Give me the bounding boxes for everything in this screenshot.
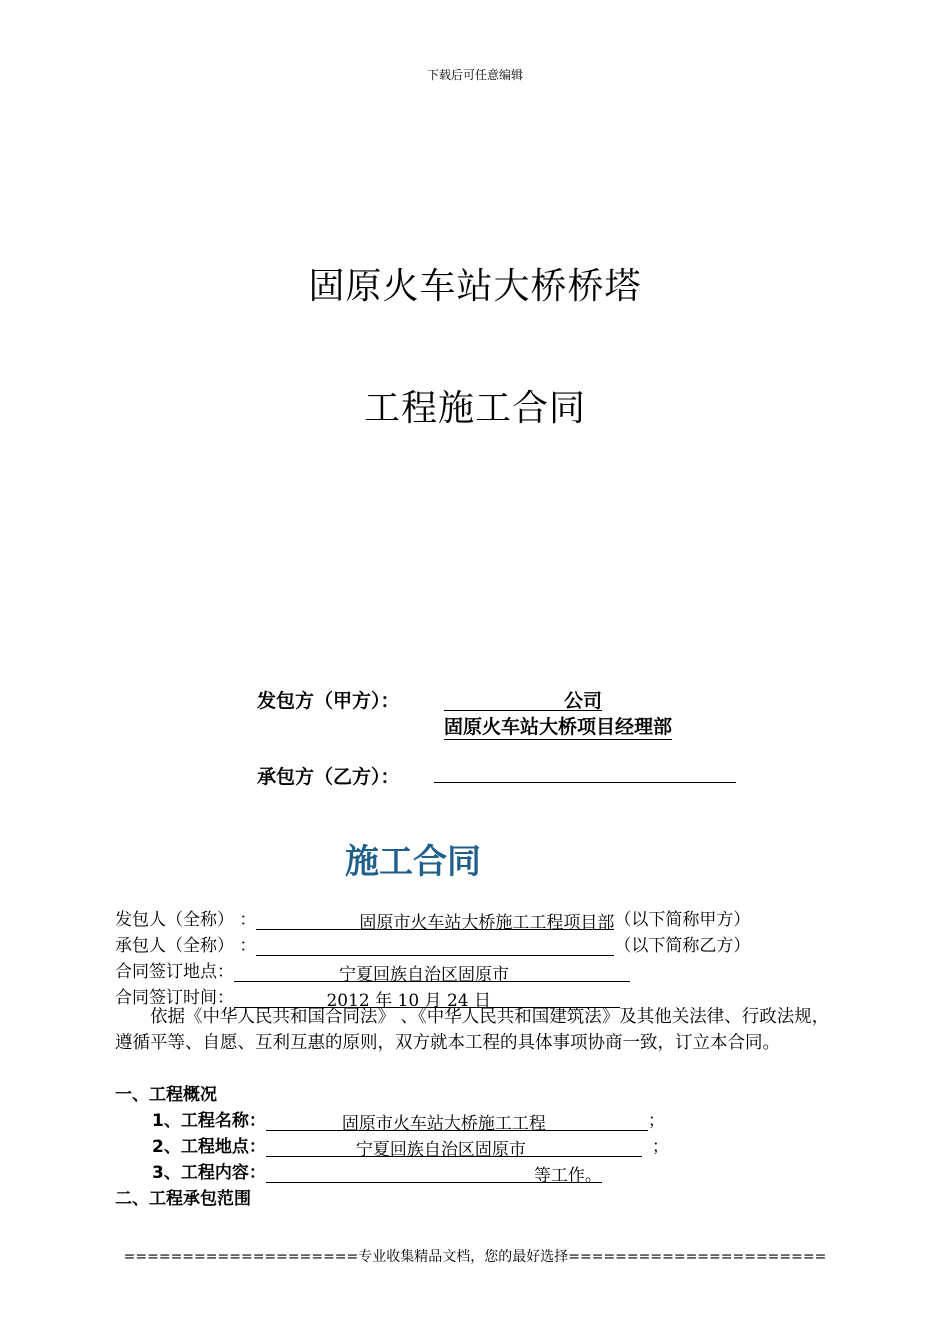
party-b-blank-field xyxy=(434,762,736,783)
place-line xyxy=(115,957,630,985)
contractor-label: 承包人（全称） ： xyxy=(115,936,257,956)
item-project-location xyxy=(152,1132,669,1160)
header-note: 下载后可任意编辑 xyxy=(426,68,523,82)
intro-paragraph: 依据《中华人民共和国合同法》 、《中华人民共和国建筑法》及其他关法律、行政法规，遵循平等、自愿、互利互惠的原则，双方就本工程的具体事项协商一致，订立本合同。 xyxy=(115,1007,830,1053)
place-label: 合同签订地点： xyxy=(115,962,234,982)
item-project-content xyxy=(152,1158,602,1186)
time-label: 合同签订时间： xyxy=(115,988,234,1008)
time-value: 2012 年 10 月 24 日 xyxy=(326,991,491,1011)
item-label: 1、工程名称： xyxy=(152,1111,266,1131)
place-field xyxy=(234,960,630,985)
party-a-department: 固原火车站大桥项目经理部 xyxy=(444,712,672,740)
issuer-suffix: （以下简称甲方） xyxy=(614,910,751,930)
contract-title: 施工合同 xyxy=(345,842,481,882)
issuer-field xyxy=(256,908,615,933)
place-value: 宁夏回族自治区固原市 xyxy=(339,965,509,985)
section-2-heading: 二、工程承包范围 xyxy=(115,1189,251,1209)
item-label: 3、工程内容： xyxy=(152,1163,266,1183)
footer-banner: ====================专业收集精品文档，您的最好选择====================== xyxy=(123,1249,827,1265)
contractor-blank-field xyxy=(256,934,614,956)
cover-title-line2: 工程施工合同 xyxy=(363,388,586,429)
contractor-suffix: （以下简称乙方） xyxy=(614,936,751,956)
party-a-label: 发包方（甲方）： xyxy=(257,690,400,712)
item-label: 2、工程地点： xyxy=(152,1137,266,1157)
issuer-line xyxy=(115,905,751,933)
issuer-value: 固原市火车站大桥施工工程项目部 xyxy=(359,913,615,933)
party-a-company: 公司 xyxy=(563,690,602,712)
item-value: 等工作。 xyxy=(533,1166,602,1186)
cover-title-line1: 固原火车站大桥桥塔 xyxy=(308,266,642,307)
section-1-heading: 一、工程概况 xyxy=(115,1085,217,1105)
item-field xyxy=(266,1135,642,1160)
item-field xyxy=(266,1109,648,1134)
item-suffix: ； xyxy=(647,1111,665,1131)
item-project-name xyxy=(152,1106,665,1134)
party-a-company-field xyxy=(444,686,602,711)
party-b-label: 承包方（乙方）： xyxy=(257,766,400,788)
contractor-line xyxy=(115,931,750,956)
issuer-label: 发包人（全称） ： xyxy=(115,910,257,930)
item-suffix: ； xyxy=(651,1137,669,1157)
item-value: 固原市火车站大桥施工工程 xyxy=(341,1114,546,1134)
item-field xyxy=(266,1161,602,1186)
item-value: 宁夏回族自治区固原市 xyxy=(355,1140,526,1160)
